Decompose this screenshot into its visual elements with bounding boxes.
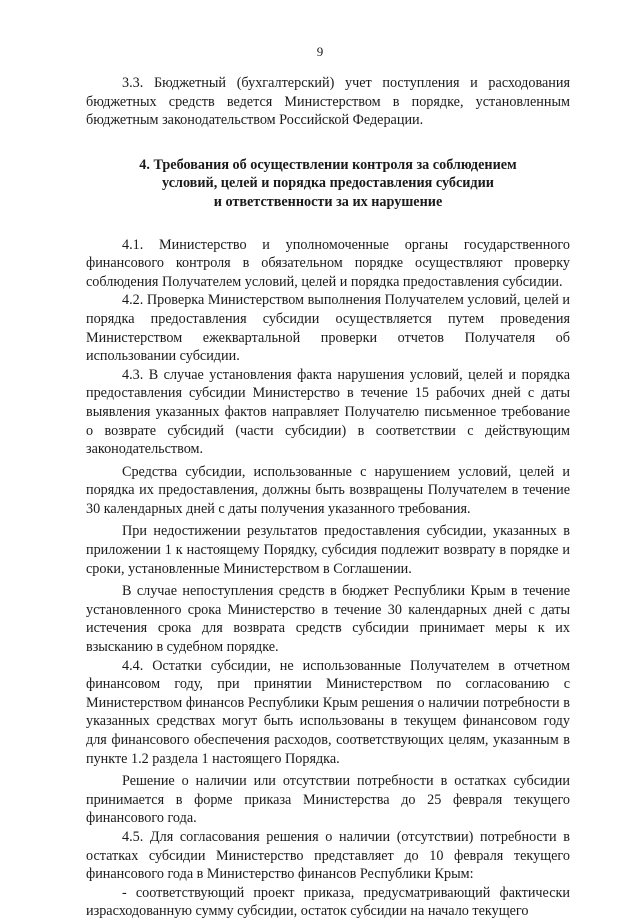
paragraph-refund-term: Средства субсидии, использованные с нарушением условий, целей и порядка их предоставления, должны быть возвращены Получателем в течение 30 календарных дней с даты получения указанного требования.	[86, 463, 570, 517]
paragraph-4-1: 4.1. Министерство и уполномоченные органы государственного финансового контроля в обязательном порядке осуществляют проверку соблюдения Получателем условий, целей и порядка предоставления субсидии.	[86, 236, 570, 290]
paragraph-3-3: 3.3. Бюджетный (бухгалтерский) учет поступления и расходования бюджетных средств ведется Министерством в порядке, установленным бюджетным законодательством Российской Федерации.	[86, 75, 570, 129]
paragraph-non-receipt: В случае непоступления средств в бюджет Республики Крым в течение установленного срока Министерство в течение 30 календарных дней с даты истечения срока для возврата средств субсидии принимает меры к их взысканию в судебном порядке.	[86, 583, 570, 656]
paragraph-4-3: 4.3. В случае установления факта нарушения условий, целей и порядка предоставления субсидии Министерство в течение 15 рабочих дней с даты выявления указанных фактов направляет Получателю письменное требование о возврате субсидий (части субсидии) в соответствии с действующим законодательством.	[86, 366, 570, 458]
document-body	[86, 74, 570, 921]
paragraph-4-5: 4.5. Для согласования решения о наличии (отсутствии) потребности в остатках субсидии Министерство представляет до 10 февраля текущего финансового года в Министерство финансов Республики Крым:	[86, 828, 570, 883]
paragraph-4-2: 4.2. Проверка Министерством выполнения Получателем условий, целей и порядка предоставления субсидии осуществляется путем проведения Министерством ежеквартальной проверки отчетов Получателя об использовании субсидии.	[86, 292, 570, 365]
page-number: 9	[316, 44, 324, 59]
paragraph-list-item: - соответствующий проект приказа, предусматривающий фактически израсходованную сумму субсидии, остаток субсидии на начало текущего	[86, 884, 570, 920]
paragraph-4-4: 4.4. Остатки субсидии, не использованные Получателем в отчетном финансовом году, при принятии Министерством по согласованию с Министерством финансов Республики Крым решения о наличии потребности в указанных средствах могут быть использованы в текущем финансовом году для финансового обеспечения расходов, соответствующих целям, указанным в пункте 1.2 раздела 1 настоящего Порядка.	[86, 657, 570, 767]
section-heading-line: 4. Требования об осуществлении контроля за соблюдением	[139, 156, 517, 173]
section-heading-line: условий, целей и порядка предоставления субсидии	[162, 175, 494, 192]
section-heading	[86, 156, 570, 212]
section-heading-line: и ответственности за их нарушение	[213, 193, 443, 210]
paragraph-decision: Решение о наличии или отсутствии потребности в остатках субсидии принимается в форме приказа Министерства до 25 февраля текущего финансового года.	[86, 773, 570, 827]
paragraph-results-not-achieved: При недостижении результатов предоставления субсидии, указанных в приложении 1 к настоящему Порядку, субсидия подлежит возврату в порядке и сроки, установленные Министерством в Соглашении.	[86, 523, 570, 577]
